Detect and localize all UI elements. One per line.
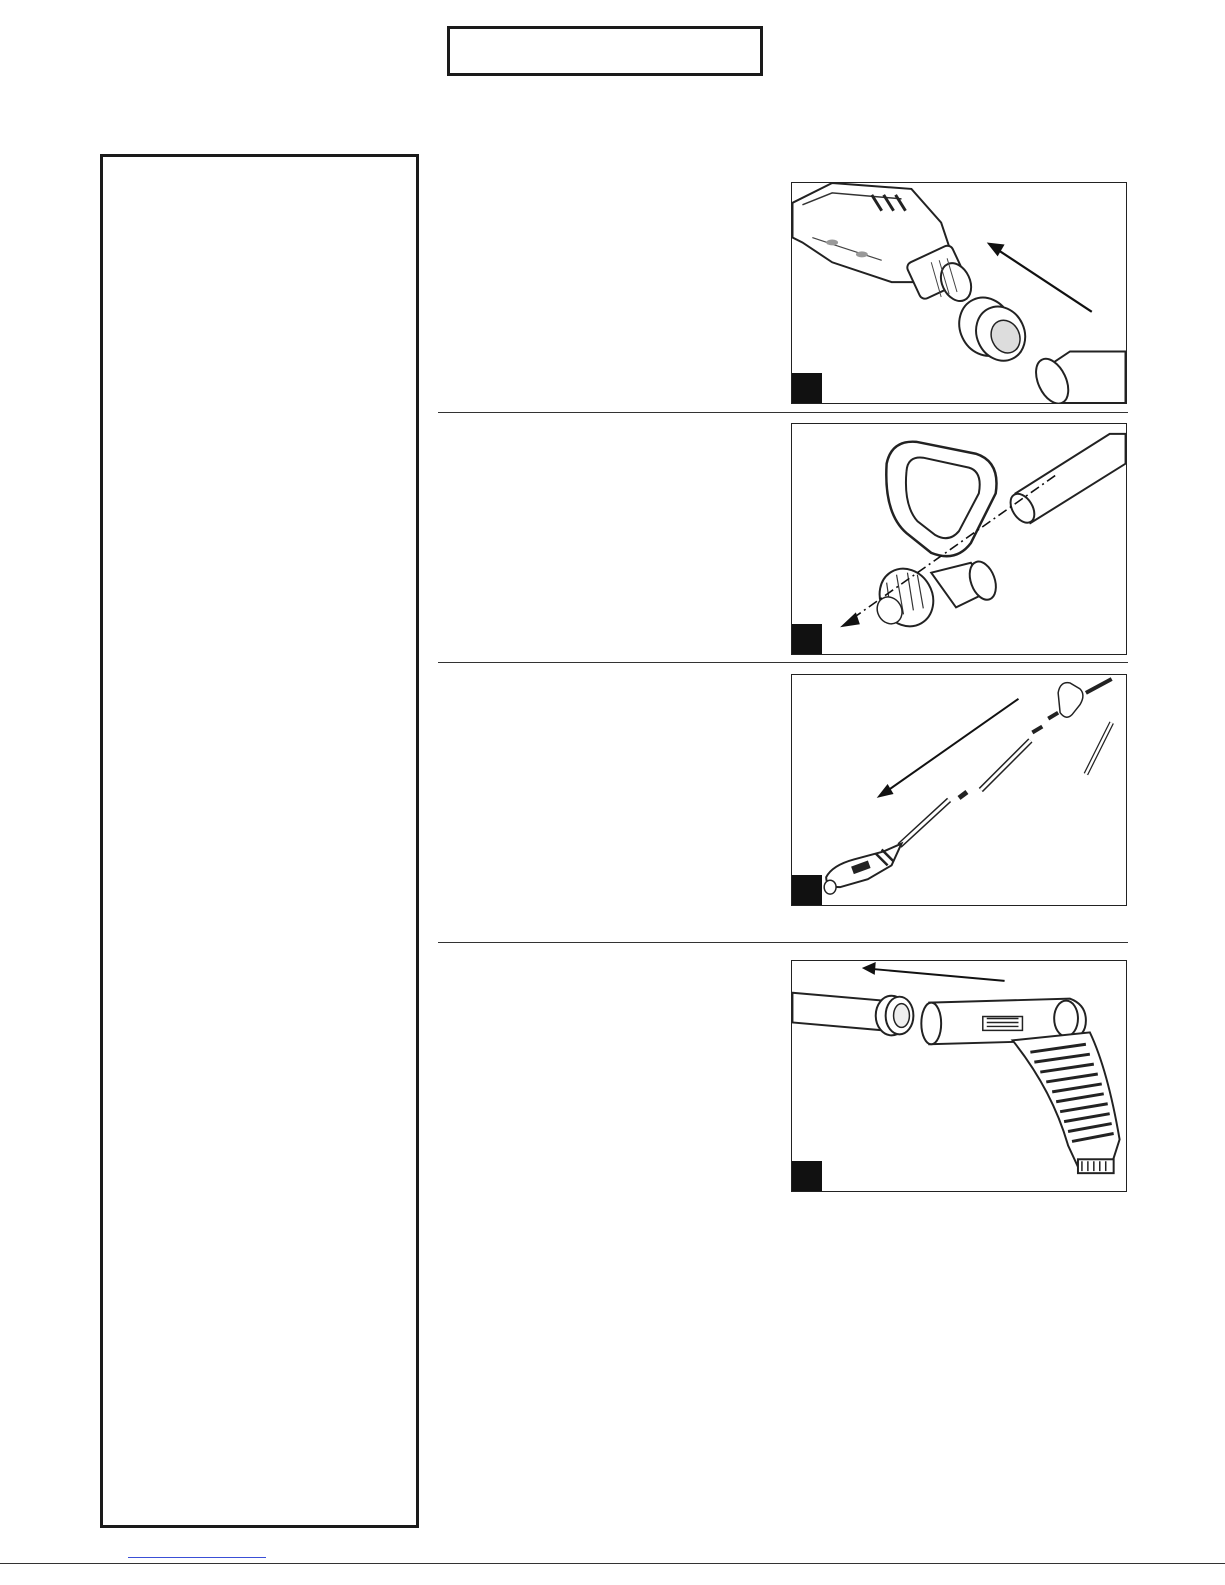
divider-2 bbox=[438, 662, 1128, 663]
section-title-box bbox=[447, 26, 763, 76]
footer-link-underline[interactable] bbox=[128, 1557, 266, 1558]
figure-4 bbox=[791, 960, 1127, 1192]
figure-3-number-tag bbox=[792, 875, 822, 905]
divider-1 bbox=[438, 412, 1128, 413]
divider-3 bbox=[438, 942, 1128, 943]
figure-3 bbox=[791, 674, 1127, 906]
figure-4-number-tag bbox=[792, 1161, 822, 1191]
figure-2 bbox=[791, 423, 1127, 655]
figure-1-illustration bbox=[792, 183, 1126, 403]
side-panel bbox=[100, 154, 419, 1528]
figure-2-illustration bbox=[792, 424, 1126, 654]
footer-rule bbox=[0, 1563, 1225, 1564]
figure-1 bbox=[791, 182, 1127, 404]
figure-3-illustration bbox=[792, 675, 1126, 905]
figure-4-illustration bbox=[792, 961, 1126, 1191]
figure-2-number-tag bbox=[792, 624, 822, 654]
figure-1-number-tag bbox=[792, 373, 822, 403]
